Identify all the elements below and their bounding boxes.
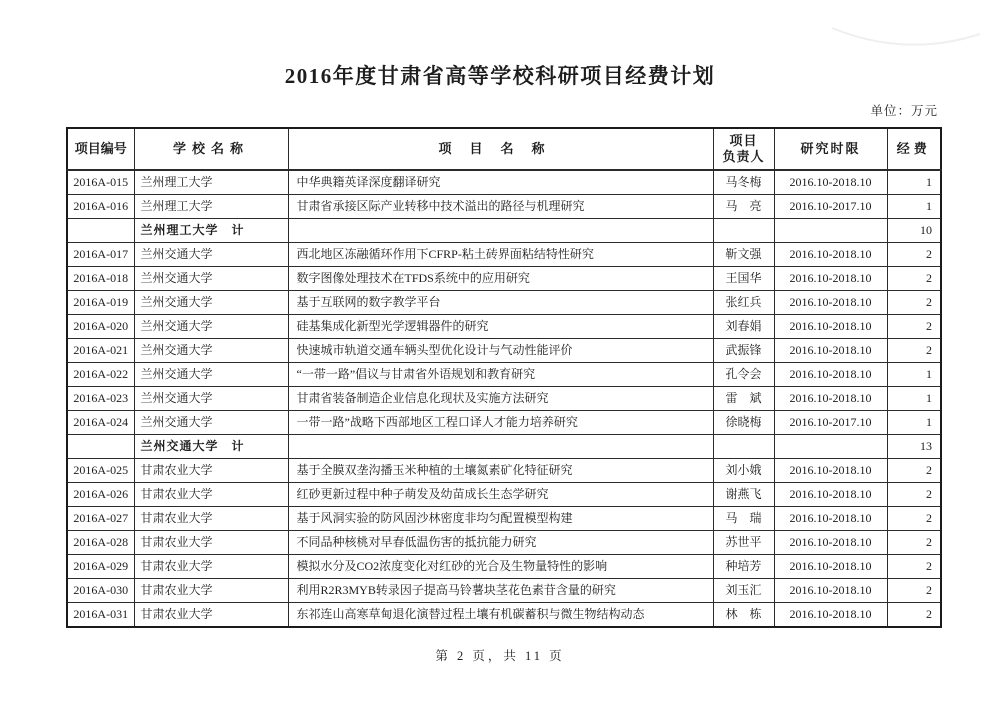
cell-project-name: 中华典籍英译深度翻译研究 [288, 170, 713, 195]
header-research-period: 研究时限 [774, 128, 887, 170]
cell-project-leader: 林 栋 [713, 603, 774, 628]
table-row [67, 291, 941, 315]
cell-school-name: 兰州交通大学 [134, 243, 288, 267]
cell-funding: 2 [887, 603, 941, 628]
cell-research-period: 2016.10-2018.10 [774, 579, 887, 603]
table-row [67, 387, 941, 411]
cell-research-period: 2016.10-2018.10 [774, 507, 887, 531]
table-row [67, 315, 941, 339]
table-row [67, 219, 941, 243]
table-row [67, 267, 941, 291]
table-row [67, 363, 941, 387]
table-row [67, 603, 941, 628]
cell-funding: 2 [887, 243, 941, 267]
cell-project-code: 2016A-015 [67, 170, 134, 195]
cell-project-leader: 种培芳 [713, 555, 774, 579]
cell-project-leader: 马 亮 [713, 195, 774, 219]
cell-project-name [288, 219, 713, 243]
cell-research-period: 2016.10-2018.10 [774, 339, 887, 363]
cell-project-leader: 雷 斌 [713, 387, 774, 411]
header-school-name: 学校名称 [134, 128, 288, 170]
cell-school-name: 兰州理工大学 计 [134, 219, 288, 243]
table-row [67, 411, 941, 435]
cell-project-name: 数字图像处理技术在TFDS系统中的应用研究 [288, 267, 713, 291]
cell-project-code: 2016A-018 [67, 267, 134, 291]
cell-project-code: 2016A-016 [67, 195, 134, 219]
cell-school-name: 甘肃农业大学 [134, 531, 288, 555]
cell-school-name: 甘肃农业大学 [134, 507, 288, 531]
cell-project-name: 基于风洞实验的防风固沙林密度非均匀配置模型构建 [288, 507, 713, 531]
cell-funding: 10 [887, 219, 941, 243]
cell-funding: 2 [887, 315, 941, 339]
cell-research-period: 2016.10-2018.10 [774, 483, 887, 507]
cell-funding: 2 [887, 267, 941, 291]
cell-project-name: 模拟水分及CO2浓度变化对红砂的光合及生物量特性的影响 [288, 555, 713, 579]
cell-funding: 2 [887, 579, 941, 603]
cell-research-period: 2016.10-2018.10 [774, 555, 887, 579]
cell-project-leader: 武振锋 [713, 339, 774, 363]
cell-project-name: 西北地区冻融循环作用下CFRP-粘土砖界面粘结特性研究 [288, 243, 713, 267]
table-header [67, 128, 941, 170]
cell-school-name: 兰州交通大学 [134, 339, 288, 363]
cell-school-name: 甘肃农业大学 [134, 603, 288, 628]
cell-research-period: 2016.10-2018.10 [774, 387, 887, 411]
cell-project-leader [713, 435, 774, 459]
header-project-code: 项目编号 [67, 128, 134, 170]
cell-project-code: 2016A-022 [67, 363, 134, 387]
header-funding: 经费 [887, 128, 941, 170]
cell-project-name: 基于全膜双垄沟播玉米种植的土壤氮素矿化特征研究 [288, 459, 713, 483]
cell-project-code: 2016A-020 [67, 315, 134, 339]
cell-project-name: 一带一路”战略下西部地区工程口译人才能力培养研究 [288, 411, 713, 435]
cell-project-leader: 孔令会 [713, 363, 774, 387]
cell-project-name: 不同品种核桃对早春低温伤害的抵抗能力研究 [288, 531, 713, 555]
table-row [67, 170, 941, 195]
cell-research-period: 2016.10-2018.10 [774, 170, 887, 195]
header-project-leader-line1: 项目 [729, 132, 758, 148]
cell-project-code [67, 219, 134, 243]
table-body [67, 170, 941, 627]
cell-project-code: 2016A-021 [67, 339, 134, 363]
cell-project-code: 2016A-019 [67, 291, 134, 315]
cell-school-name: 兰州交通大学 [134, 267, 288, 291]
cell-research-period: 2016.10-2018.10 [774, 267, 887, 291]
cell-research-period: 2016.10-2018.10 [774, 363, 887, 387]
cell-project-name: “一带一路”倡议与甘肃省外语规划和教育研究 [288, 363, 713, 387]
cell-project-leader: 马 瑞 [713, 507, 774, 531]
cell-project-code: 2016A-026 [67, 483, 134, 507]
table-row [67, 483, 941, 507]
cell-project-leader: 刘玉汇 [713, 579, 774, 603]
cell-project-code: 2016A-027 [67, 507, 134, 531]
cell-funding: 2 [887, 555, 941, 579]
cell-funding: 13 [887, 435, 941, 459]
scan-artifact-curve [826, 12, 986, 62]
cell-school-name: 甘肃农业大学 [134, 555, 288, 579]
cell-school-name: 兰州交通大学 计 [134, 435, 288, 459]
page-number-footer: 第 2 页，共 11 页 [435, 649, 565, 663]
cell-funding: 2 [887, 531, 941, 555]
table-row [67, 435, 941, 459]
cell-research-period: 2016.10-2018.10 [774, 243, 887, 267]
cell-funding: 2 [887, 459, 941, 483]
cell-project-leader: 马冬梅 [713, 170, 774, 195]
cell-project-name: 甘肃省承接区际产业转移中技术溢出的路径与机理研究 [288, 195, 713, 219]
cell-school-name: 甘肃农业大学 [134, 459, 288, 483]
cell-funding: 1 [887, 387, 941, 411]
cell-project-leader: 刘小娥 [713, 459, 774, 483]
cell-project-leader: 张红兵 [713, 291, 774, 315]
cell-funding: 1 [887, 195, 941, 219]
cell-school-name: 兰州交通大学 [134, 387, 288, 411]
cell-project-name: 甘肃省装备制造企业信息化现状及实施方法研究 [288, 387, 713, 411]
table-row [67, 579, 941, 603]
cell-research-period [774, 435, 887, 459]
cell-research-period: 2016.10-2017.10 [774, 195, 887, 219]
cell-school-name: 兰州交通大学 [134, 363, 288, 387]
cell-funding: 2 [887, 483, 941, 507]
cell-project-code: 2016A-029 [67, 555, 134, 579]
cell-school-name: 甘肃农业大学 [134, 483, 288, 507]
cell-research-period: 2016.10-2018.10 [774, 291, 887, 315]
cell-project-leader [713, 219, 774, 243]
cell-project-name: 基于互联网的数字教学平台 [288, 291, 713, 315]
cell-funding: 2 [887, 339, 941, 363]
cell-project-name: 利用R2R3MYB转录因子提高马铃薯块茎花色素苷含量的研究 [288, 579, 713, 603]
cell-project-code: 2016A-025 [67, 459, 134, 483]
cell-research-period: 2016.10-2018.10 [774, 459, 887, 483]
table-row [67, 195, 941, 219]
cell-research-period: 2016.10-2018.10 [774, 603, 887, 628]
cell-project-code: 2016A-030 [67, 579, 134, 603]
header-project-leader [713, 128, 774, 170]
unit-note: 单位：万元 [870, 104, 938, 118]
cell-project-code: 2016A-031 [67, 603, 134, 628]
table-row [67, 243, 941, 267]
cell-research-period: 2016.10-2018.10 [774, 531, 887, 555]
cell-project-leader: 靳文强 [713, 243, 774, 267]
cell-project-code: 2016A-024 [67, 411, 134, 435]
cell-funding: 1 [887, 363, 941, 387]
cell-school-name: 甘肃农业大学 [134, 579, 288, 603]
cell-funding: 2 [887, 291, 941, 315]
cell-project-code: 2016A-017 [67, 243, 134, 267]
table-row [67, 507, 941, 531]
header-project-name: 项目名称 [288, 128, 713, 170]
cell-project-code [67, 435, 134, 459]
cell-project-name: 硅基集成化新型光学逻辑器件的研究 [288, 315, 713, 339]
cell-project-name: 快速城市轨道交通车辆头型优化设计与气动性能评价 [288, 339, 713, 363]
table-row [67, 339, 941, 363]
cell-project-code: 2016A-023 [67, 387, 134, 411]
cell-project-name: 红砂更新过程中种子萌发及幼苗成长生态学研究 [288, 483, 713, 507]
table-row [67, 555, 941, 579]
cell-project-leader: 刘春娟 [713, 315, 774, 339]
cell-project-name: 东祁连山高寒草甸退化演替过程土壤有机碳蓄积与微生物结构动态 [288, 603, 713, 628]
cell-research-period [774, 219, 887, 243]
cell-project-leader: 谢燕飞 [713, 483, 774, 507]
cell-project-leader: 王国华 [713, 267, 774, 291]
document-title: 2016年度甘肃省高等学校科研项目经费计划 [284, 64, 716, 88]
cell-project-name [288, 435, 713, 459]
table-row [67, 459, 941, 483]
funding-table [66, 127, 942, 628]
table-row [67, 531, 941, 555]
cell-project-leader: 徐晓梅 [713, 411, 774, 435]
cell-school-name: 兰州交通大学 [134, 411, 288, 435]
header-project-leader-line2: 负责人 [722, 149, 765, 164]
cell-school-name: 兰州理工大学 [134, 195, 288, 219]
cell-school-name: 兰州交通大学 [134, 315, 288, 339]
cell-research-period: 2016.10-2017.10 [774, 411, 887, 435]
cell-school-name: 兰州交通大学 [134, 291, 288, 315]
cell-funding: 1 [887, 411, 941, 435]
cell-school-name: 兰州理工大学 [134, 170, 288, 195]
cell-funding: 2 [887, 507, 941, 531]
cell-project-code: 2016A-028 [67, 531, 134, 555]
cell-research-period: 2016.10-2018.10 [774, 315, 887, 339]
cell-project-leader: 苏世平 [713, 531, 774, 555]
cell-funding: 1 [887, 170, 941, 195]
